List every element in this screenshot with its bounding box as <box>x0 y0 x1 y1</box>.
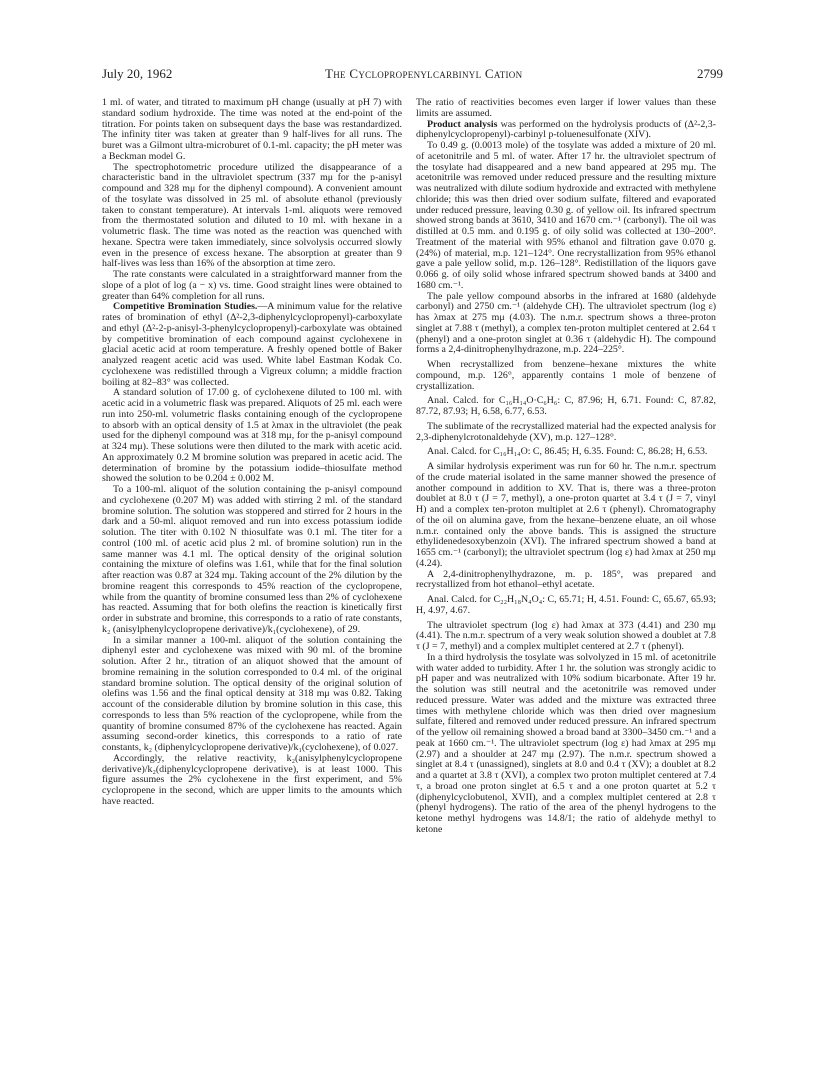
right-column <box>416 98 716 836</box>
paragraph-heading: Product analysis <box>427 118 498 130</box>
paragraph <box>416 462 716 570</box>
paragraph-text: When recrystallized from benzene–hexane mixtures the white compound, m.p. 126°, apparently contains 1 mole of benzene of crystallization. <box>416 359 716 392</box>
paragraph-text: Anal. Calcd. for C₂₂H₁₈N₄O₄: C, 65.71; H, 4.51. Found: C, 65.67, 65.93; H, 4.97, 4.67. <box>416 594 716 616</box>
paragraph-text: The sublimate of the recrystallized material had the expected analysis for 2,3-diphenylcrotonaldehyde (XV), m.p. 127–128°. <box>416 420 716 443</box>
paragraph <box>416 447 716 458</box>
paragraph <box>416 141 716 292</box>
paragraph <box>416 422 716 444</box>
paragraph <box>416 396 716 418</box>
paragraph <box>102 485 402 636</box>
paragraph-text: —A minimum value for the relative rates of bromination of ethyl (Δ²-2,3-diphenylcyclopropenyl)-carboxylate and ethyl (Δ²-2-p-anisyl-3-phenylcyclopropenyl)-carboxylate was obtained by competitive bromination of each compound against cyclohexene in glacial acetic acid at room temperature. A freshly opened bottle of Baker analyzed reagent acetic acid was used. White label Eastman Kodak Co. cyclohexene was redistilled through a Vigreux column; a middle fraction boiling at 82–83° was collected. <box>102 301 402 388</box>
paragraph-text: A standard solution of 17.00 g. of cyclohexene diluted to 100 ml. with acetic acid in a volumetric flask was prepared. Aliquots of 25 ml. each were run into 250-ml. volumetric flasks containing enough of the cyclopropene to absorb with an optical density of 1.5 at λmax in the ultraviolet (the peak used for the diphenyl compound was at 318 mμ, for the p-anisyl compound at 324 mμ). These solutions were then diluted to the mark with acetic acid. An approximately 0.2 M bromine solution was prepared in acetic acid. The determination of bromine by the potassium iodide–thiosulfate method showed the solution to be 0.204 ± 0.002 M. <box>102 387 402 485</box>
paragraph-text: To 0.49 g. (0.0013 mole) of the tosylate was added a mixture of 20 ml. of acetonitrile and 5 ml. of water. After 17 hr. the ultraviolet spectrum of the tosylate had disappeared and a new band appeared at 295 mμ. The acetonitrile was removed under reduced pressure and the resulting mixture was neutralized with dilute sodium hydroxide and extracted with methylene chloride; this was then dried over sodium sulfate, filtered and evaporated under reduced pressure, leaving 0.30 g. of yellow oil. Its infrared spectrum showed strong bands at 3610, 3410 and 1670 cm.⁻¹ (carbonyl). The oil was distilled at 0.5 mm. and 0.195 g. of oily solid was collected at 130–200°. Treatment of the material with 95% ethanol and filtration gave 0.070 g. (24%) of material, m.p. 121–124°. One recrystallization from 95% ethanol gave a pale yellow solid, m.p. 126–128°. Redistillation of the liquors gave 0.066 g. of oily solid whose infrared spectrum showed bands at 3400 and 1680 cm.⁻¹. <box>416 140 716 291</box>
paragraph <box>102 270 402 302</box>
paragraph <box>102 388 402 485</box>
paragraph-text: Accordingly, the relative reactivity, k₂(anisylphenylcyclopropene derivative)/k₂(diphenylcyclopropene derivative), is at least 1000. This figure assumes the 2% cyclohexene in the first experiment, and 5% cyclopropene in the second, which are upper limits to the amounts which have reacted. <box>102 752 402 807</box>
paragraph <box>416 621 716 653</box>
paragraph-text: The ultraviolet spectrum (log ε) had λmax at 373 (4.41) and 230 mμ (4.41). The n.m.r. spectrum of a very weak solution showed a doublet at 7.8 τ (J = 7, methyl) and a complex multiplet centered at 2.7 τ (phenyl). <box>416 619 716 652</box>
paragraph <box>102 754 402 808</box>
paragraph-text: The rate constants were calculated in a straightforward manner from the slope of a plot of log (a − x) vs. time. Good straight lines were obtained to greater than 64% completion for all runs. <box>102 269 402 302</box>
paragraph-text: Anal. Calcd. for C₁₆H₁₄O·C₆H₆: C, 87.96; H, 6.71. Found: C, 87.82, 87.72, 87.93; H, 6.58, 6.77, 6.53. <box>416 395 716 417</box>
paragraph <box>416 595 716 617</box>
paragraph <box>416 360 716 392</box>
paragraph <box>102 98 402 163</box>
paragraph <box>102 163 402 271</box>
paragraph <box>416 653 716 836</box>
paragraph <box>102 636 402 754</box>
paragraph-text: In a third hydrolysis the tosylate was solvolyzed in 15 ml. of acetonitrile with water added to turbidity. After 1 hr. the solution was strongly acidic to pH paper and was neutralized with 10% sodium bicarbonate. After 19 hr. the solution was still neutral and the acetonitrile was removed under reduced pressure. Water was added and the mixture was extracted three times with methylene chloride which was then dried over magnesium sulfate, filtered and removed under reduced pressure. An infrared spectrum of the yellow oil remaining showed a broad band at 3300–3450 cm.⁻¹ and a peak at 1660 cm.⁻¹. The ultraviolet spectrum (log ε) had λmax at 295 mμ (2.97) and a shoulder at 247 mμ (2.97). The n.m.r. spectrum showed a singlet at 8.4 τ (unassigned), singlets at 8.0 and 0.4 τ (XV); a doublet at 8.2 and a quartet at 3.8 τ (XVI), a complex two proton multiplet centered at 7.4 τ, a broad one proton singlet at 6.5 τ and a one proton quartet at 5.2 τ (diphenylcyclobutenol, XVII), and a complex multiplet centered at 2.8 τ (phenyl hydrogens). The ratio of the area of the phenyl hydrogens to the ketone methyl hydrogens was 14.8/1; the ratio of aldehyde methyl to ketone <box>416 651 716 835</box>
header-page-number: 2799 <box>697 66 723 81</box>
paragraph-text: The ratio of reactivities becomes even larger if lower values than these limits are assumed. <box>416 97 716 119</box>
paragraph <box>416 292 716 357</box>
left-column <box>102 98 402 808</box>
header-title: The Cyclopropenylcarbinyl Cation <box>325 66 523 81</box>
paragraph-text: To a 100-ml. aliquot of the solution containing the p-anisyl compound and cyclohexene (0.207 M) was added with stirring 2 ml. of the standard bromine solution. The solution was stoppered and stirred for 2 hours in the dark and a 50-ml. aliquot removed and run into excess potassium iodide solution. The titer with 0.102 N thiosulfate was 0.1 ml. The titer for a control (100 ml. of acetic acid plus 2 ml. of bromine solution) run in the same manner was 4.1 ml. The optical density of the original solution containing the mixture of olefins was 1.61, while that for the final solution after reaction was 0.87 at 324 mμ. Taking account of the 2% dilution by the bromine reagent this corresponds to 45% reaction of the cyclopropene, while from the quantity of bromine consumed less than 2% of cyclohexene has reacted. Assuming that for both olefins the reaction is kinetically first order in substrate and bromine, this corresponds to a ratio of rate constants, k₂ (anisylphenylcyclopropene derivative)/k₁(cyclohexene), of 29. <box>102 484 402 635</box>
paragraph-heading: Competitive Bromination Studies. <box>113 301 258 313</box>
paragraph <box>416 570 716 592</box>
paragraph <box>416 120 716 142</box>
paragraph-text: 1 ml. of water, and titrated to maximum pH change (usually at pH 7) with standard sodium hydroxide. The time was noted at the end-point of the titration. For points taken on subsequent days the base was restandardized. The infinity titer was taken at greater than 9 half-lives for all runs. The buret was a Gilmont ultra-microburet of 0.1-ml. capacity; the pH meter was a Beckman model G. <box>102 97 402 162</box>
header-date: July 20, 1962 <box>102 66 173 81</box>
paragraph-text: The spectrophotometric procedure utilized the disappearance of a characteristic band in the ultraviolet spectrum (337 mμ for the p-anisyl compound and 328 mμ for the diphenyl compound). A convenient amount of the tosylate was dissolved in 25 ml. of absolute ethanol (previously taken to constant temperature). At intervals 1-ml. aliquots were removed from the thermostated solution and diluted to 10 ml. with hexane in a volumetric flask. The time was noted as the reaction was quenched with hexane. Spectra were taken immediately, since solvolysis occurred slowly even in the presence of excess hexane. The absorption at greater than 9 half-lives was less than 16% of the absorption at time zero. <box>102 161 402 270</box>
paragraph-text: A 2,4-dinitrophenylhydrazone, m. p. 185°, was prepared and recrystallized from hot ethanol–ethyl acetate. <box>416 568 716 591</box>
paragraph-text: was performed on the hydrolysis products of (Δ²-2,3-diphenylcyclopropenyl)-carbinyl p-toluenesulfonate (XIV). <box>416 118 717 141</box>
paragraph <box>416 98 716 120</box>
paragraph <box>102 302 402 388</box>
paragraph-text: In a similar manner a 100-ml. aliquot of the solution containing the diphenyl ester and cyclohexene was mixed with 90 ml. of the bromine solution. After 2 hr., titration of an aliquot showed that the amount of bromine remaining in the solution corresponded to 0.4 ml. of the original standard bromine solution. The optical density of the original solution of olefins was 1.56 and the final optical density at 318 mμ was 0.82. Taking account of the considerable dilution by bromine solution in this case, this corresponds to less than 5% reaction of the cyclopropene, while from the quantity of bromine consumed 87% of the cyclohexene has reacted. Again assuming second-order kinetics, this corresponds to a ratio of rate constants, k₂ (diphenylcyclopropene derivative)/k₁(cyclohexene), of 0.027. <box>102 634 402 753</box>
paragraph-text: A similar hydrolysis experiment was run for 60 hr. The n.m.r. spectrum of the crude material isolated in the same manner showed the presence of another compound in addition to XV. That is, there was a three-proton doublet at 8.0 τ (J = 7, methyl), a one-proton quartet at 3.4 τ (J = 7, vinyl H) and a complex ten-proton multiplet at 2.6 τ (phenyl). Chromatography of the oil on alumina gave, from the hexane–benzene eluate, an oil whose n.m.r. contained only the above bands. This is assigned the structure ethylidenedesoxybenzoin (XVI). The infrared spectrum showed a band at 1655 cm.⁻¹ (carbonyl); the ultraviolet spectrum (log ε) had λmax at 250 mμ (4.24). <box>416 461 716 569</box>
paragraph-text: The pale yellow compound absorbs in the infrared at 1680 (aldehyde carbonyl) and 2750 cm.⁻¹ (aldehyde CH). The ultraviolet spectrum (log ε) has λmax at 275 mμ (4.03). The n.m.r. spectrum shows a three-proton singlet at 7.88 τ (methyl), a complex ten-proton multiplet centered at 2.64 τ (phenyl) and a one-proton singlet at 0.36 τ (aldehydic H). The compound forms a 2,4-dinitrophenylhydrazone, m.p. 224–225°. <box>416 290 716 356</box>
paragraph-text: Anal. Calcd. for C₁₆H₁₄O: C, 86.45; H, 6.35. Found: C, 86.28; H, 6.53. <box>427 446 708 458</box>
